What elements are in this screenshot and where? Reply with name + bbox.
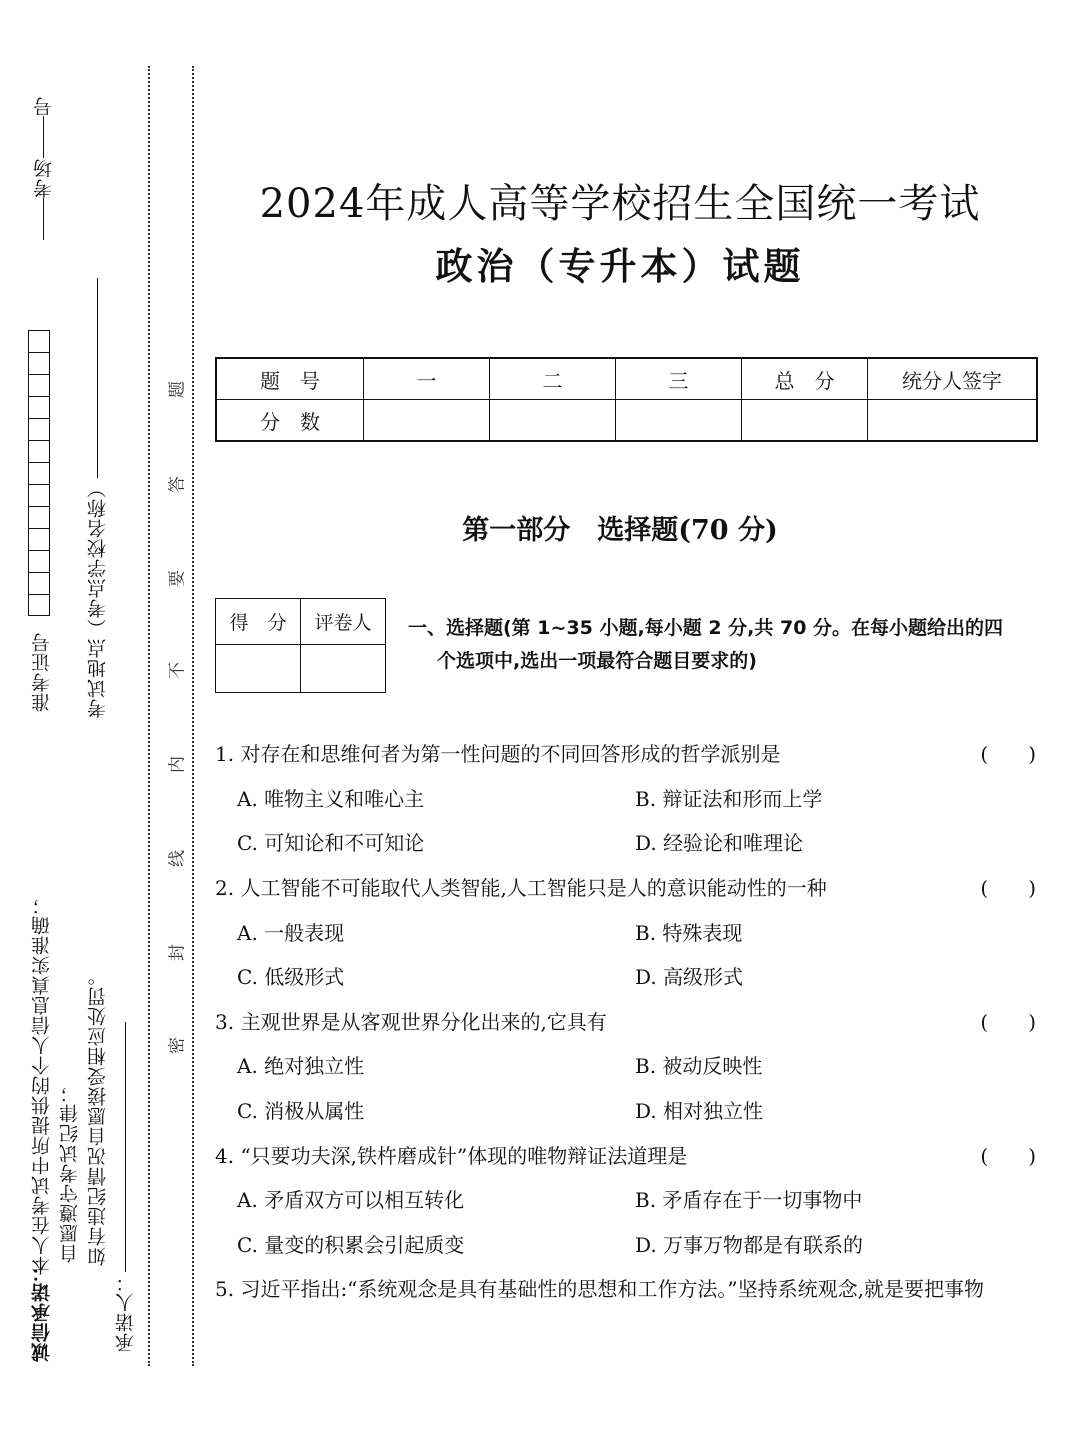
score-table-score-row [216,400,1037,442]
option-c: C. 消极从属性 [237,1099,365,1123]
score-input-cell[interactable] [364,400,490,442]
admission-number-label: 准考证号 [31,632,53,712]
pledger-field: 承诺人： [112,1022,139,1352]
question-stem: 1. 对存在和思维何者为第一性问题的不同回答形成的哲学派别是 ( ) [215,738,1038,767]
instructions-line-2: 个选项中,选出一项最符合题目要求的) [437,650,757,672]
option-d: D. 万事万物都是有联系的 [635,1233,864,1257]
option-d: D. 相对独立性 [635,1099,764,1123]
seal-char: 不 [167,662,188,679]
binding-line-right [192,66,194,1366]
binding-line-left [148,66,150,1366]
pledge-title: 诚信承诺： [31,1262,53,1362]
answer-bracket[interactable]: ( ) [980,1010,1036,1034]
exam-title: 2024年成人高等学校招生全国统一考试 [259,181,981,227]
seal-char: 要 [167,570,188,587]
pledge-line-1: 本人在考试中所提供的个人信息真实准确； [31,895,53,1275]
question-stem: 2. 人工智能不可能取代人类智能,人工智能只是人的意识能动性的一种 ( ) [215,872,1038,901]
pledge-line-3: 如有违纪情况自愿接受相应处罚。 [87,966,109,1266]
answer-bracket[interactable]: ( ) [980,1144,1036,1168]
option-c: C. 可知论和不可知论 [237,831,425,855]
score-input-cell[interactable] [490,400,616,442]
grade-grader-cell[interactable] [301,645,386,693]
question-stem: 4. “只要功夫深,铁杵磨成针”体现的唯物辩证法道理是 ( ) [215,1140,1038,1169]
admission-number-boxes[interactable] [28,330,50,616]
score-table-cell: 二 [490,358,616,400]
score-input-cell[interactable] [616,400,742,442]
instructions-line-1: 一、选择题(第 1~35 小题,每小题 2 分,共 70 分。在每小题给出的四 [408,617,1004,639]
subject-title: 政治（专升本）试题 [435,244,805,288]
score-table-cell: 三 [616,358,742,400]
answer-bracket[interactable]: ( ) [980,876,1036,900]
score-table-header-row [216,358,1037,400]
score-table [215,357,1038,442]
score-table-cell: 题 号 [216,358,364,400]
section-instructions [408,612,1038,678]
score-input-cell[interactable] [868,400,1038,442]
option-a: A. 一般表现 [237,921,345,945]
seal-char: 内 [167,756,188,773]
seal-char: 答 [167,476,188,493]
score-row-label: 分 数 [216,400,364,442]
grade-score-label: 得 分 [216,599,301,645]
option-d: D. 经验论和唯理论 [635,831,804,855]
question-stem: 3. 主观世界是从客观世界分化出来的,它具有 ( ) [215,1006,1038,1035]
score-table-cell: 统分人签字 [868,358,1038,400]
seal-char: 密 [167,1037,188,1054]
part-title: 第一部分 选择题(70 分) [462,515,778,546]
option-b: B. 辩证法和形而上学 [635,787,823,811]
option-a: A. 绝对独立性 [237,1054,365,1078]
option-a: A. 矛盾双方可以相互转化 [237,1188,465,1212]
seal-char: 线 [167,850,188,867]
option-d: D. 高级形式 [635,965,744,989]
pledge-line-2: 自愿遵守考试纪律； [59,1083,81,1263]
option-a: A. 唯物主义和唯心主 [237,787,425,811]
question-stem: 5. 习近平指出:“系统观念是具有基础性的思想和工作方法。”坚持系统观念,就是要把事物 [215,1277,984,1301]
exam-site-field: 考试地点（考点学校名称） [84,278,111,718]
score-table-cell: 一 [364,358,490,400]
seal-char: 题 [167,381,188,398]
option-c: C. 低级形式 [237,965,345,989]
option-c: C. 量变的积累会引起质变 [237,1233,465,1257]
option-b: B. 特殊表现 [635,921,743,945]
grade-grader-label: 评卷人 [301,599,386,645]
seal-char: 封 [167,944,188,961]
score-table-cell: 总 分 [742,358,868,400]
option-b: B. 被动反映性 [635,1054,763,1078]
grade-box [215,598,386,693]
answer-bracket[interactable]: ( ) [980,742,1036,766]
option-b: B. 矛盾存在于一切事物中 [635,1188,863,1212]
score-input-cell[interactable] [742,400,868,442]
exam-room-field: 考场号 [30,96,57,240]
grade-score-cell[interactable] [216,645,301,693]
